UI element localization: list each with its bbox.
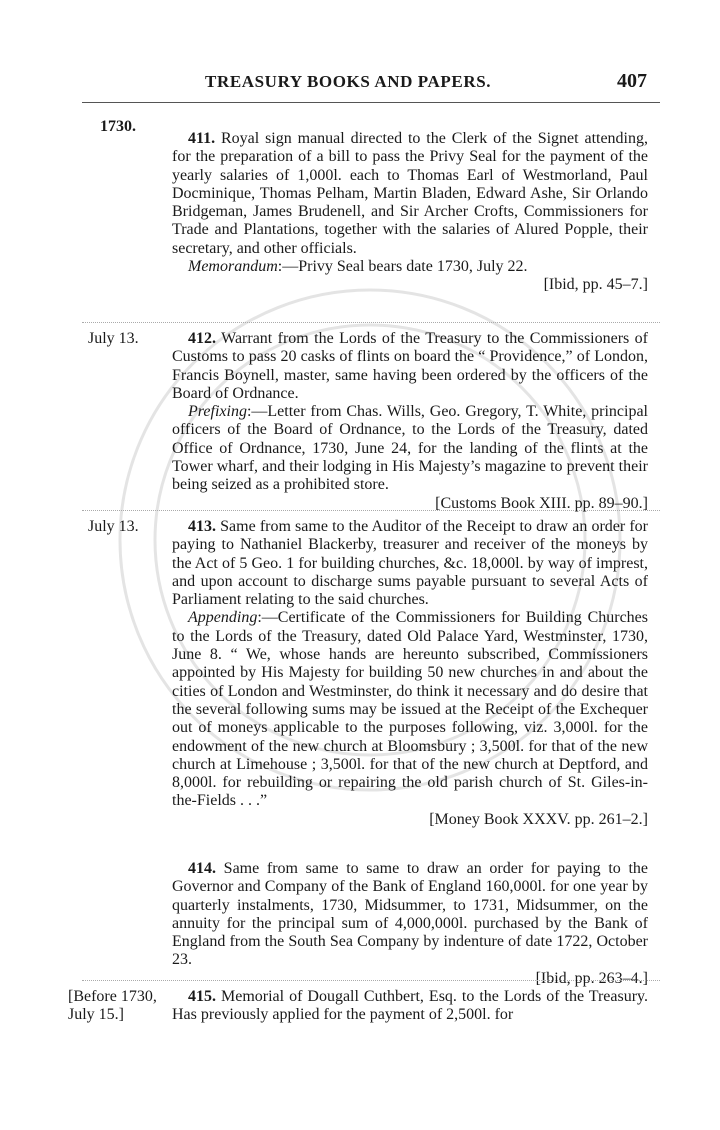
note-text: :—Letter from Chas. Wills, Geo. Gregory, T. White, principal officers of the Board of Ordnance, to the Lords of the Treasury, dated Office of Ordnance, 1730, June 24, for the landing of the flints at the Tower wharf, and their lodging in His Majesty’s magazine to prevent their being seized as a prohibited store. xyxy=(172,403,648,494)
entry-divider xyxy=(82,980,660,981)
note-text: :—Certificate of the Commissioners for Building Churches to the Lords of the Treasury, dated Old Palace Yard, Westminster, 1730, June 8. “ We, whose hands are hereunto subscribed, Commissioners appointed by His Majesty for building 50 new churches in and about the cities of London and Westminster, do think it necessary and do desire that the several following sums may be issued at the Receipt of the Exchequer out of moneys applicable to the purposes following, viz. 3,000l. for the endowment of the new church at Bloomsbury ; 3,500l. for that of the new church at Limehouse ; 3,500l. for that of the new church at Deptford, and 8,000l. for rebuilding or repairing the old parish church of St. Giles-in-the-Fields . . .” xyxy=(172,609,648,810)
entry-note xyxy=(172,258,648,276)
entry-body: Same from same to the Auditor of the Receipt to draw an order for paying to Nathaniel Blackerby, treasurer and receiver of the moneys by the Act of 5 Geo. 1 for building churches, &c. 18,000l. by way of imprest, and upon account to discharge sums payable pursuant to several Acts of Parliament relating to the said churches. xyxy=(172,518,649,609)
margin-date: July 13. xyxy=(88,330,139,347)
note-label: Appending xyxy=(188,609,258,627)
entry-number: 414. xyxy=(188,860,216,877)
page-number: 407 xyxy=(617,70,647,92)
entry-text xyxy=(172,130,648,258)
page-header xyxy=(0,72,720,96)
entry-text xyxy=(172,330,648,403)
entry-text xyxy=(172,860,648,970)
margin-date: [Before 1730, July 15.] xyxy=(68,988,157,1023)
entry-413 xyxy=(172,518,648,829)
entry-412 xyxy=(172,330,648,513)
entry-text xyxy=(172,988,648,1025)
entry-reference: [Ibid, pp. 263–4.] xyxy=(535,969,648,987)
entry-reference: [Ibid, pp. 45–7.] xyxy=(543,276,648,294)
entry-note xyxy=(172,403,648,494)
entry-reference: [Money Book XXXV. pp. 261–2.] xyxy=(429,810,648,828)
note-label: Prefixing xyxy=(188,403,247,421)
entry-reference: [Customs Book XIII. pp. 89–90.] xyxy=(435,494,648,512)
entry-body: Warrant from the Lords of the Treasury to the Commissioners of Customs to pass 20 casks of flints on board the “ Providence,” of London, Francis Boynell, master, same having been ordered by the officers of the Board of Ordnance. xyxy=(172,330,648,402)
header-rule xyxy=(82,102,660,103)
margin-date: July 13. xyxy=(88,518,139,535)
entry-414 xyxy=(172,860,648,988)
entry-number: 413. xyxy=(188,518,216,535)
entry-body: Royal sign manual directed to the Clerk of the Signet attending, for the preparation of a bill to pass the Privy Seal for the payment of the yearly salaries of 1,000l. each to Thomas Earl of Westmorland, Paul Docminique, Thomas Pelham, Martin Bladen, Edward Ashe, Sir Orlando Bridgeman, James Brudenell, and Sir Archer Crofts, Commissioners for Trade and Plantations, together with the salaries of Alured Popple, their secretary, and other officials. xyxy=(172,130,649,257)
note-text: :—Privy Seal bears date 1730, July 22. xyxy=(277,258,528,276)
entry-number: 411. xyxy=(188,130,216,147)
entry-number: 412. xyxy=(188,330,216,347)
year-heading: 1730. xyxy=(100,118,136,135)
note-label: Memorandum xyxy=(188,258,278,276)
entry-body: Same from same to same to draw an order for paying to the Governor and Company of the Bank of England 160,000l. for one year by quarterly instalments, 1730, Midsummer, to 1731, Midsummer, on the annuity for the principal sum of 4,000,000l. purchased by the Bank of England from the South Sea Company by indenture of date 1722, October 23. xyxy=(172,860,649,969)
running-title: TREASURY BOOKS AND PAPERS. xyxy=(205,72,492,91)
entry-divider xyxy=(82,322,660,323)
entry-number: 415. xyxy=(188,988,216,1005)
entry-411 xyxy=(172,130,648,295)
entry-note xyxy=(172,609,648,810)
entry-415 xyxy=(172,988,648,1025)
entry-body: Memorial of Dougall Cuthbert, Esq. to the Lords of the Treasury. Has previously applied for the payment of 2,500l. for xyxy=(172,988,649,1024)
entry-divider xyxy=(82,510,660,511)
entry-text xyxy=(172,518,648,609)
